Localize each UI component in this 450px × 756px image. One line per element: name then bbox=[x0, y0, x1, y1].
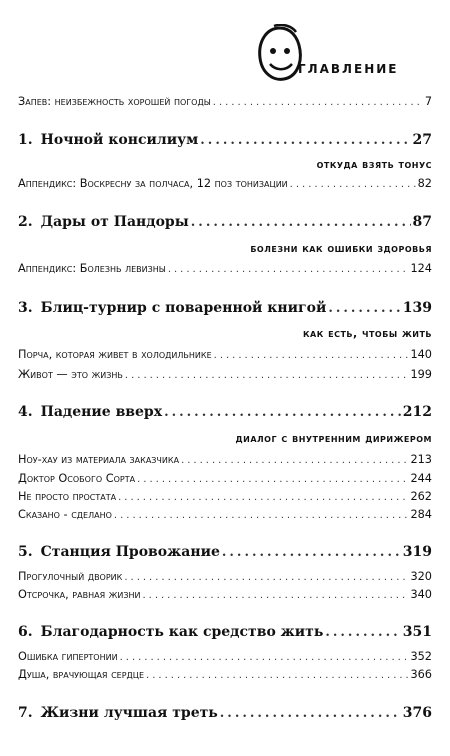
chapter-title: Падение вверх bbox=[40, 404, 163, 420]
chapter-number: 2. bbox=[18, 214, 33, 230]
chapter-page: 27 bbox=[412, 132, 432, 148]
entry-title: Запев: неизбежность хорошей погоды bbox=[18, 95, 211, 108]
chapter-1[interactable] bbox=[18, 132, 432, 152]
chapter-subtitle: диалог с внутренним дирижером bbox=[235, 432, 432, 445]
entry-page: 244 bbox=[410, 472, 432, 485]
leader-dots bbox=[200, 133, 410, 148]
chapter-5[interactable] bbox=[18, 544, 432, 564]
entry-page: 199 bbox=[410, 368, 432, 381]
entry-page: 284 bbox=[410, 508, 432, 521]
chapter-title: Блиц-турнир с поваренной книгой bbox=[40, 300, 327, 316]
entry-page: 366 bbox=[410, 668, 432, 681]
chapter-page: 319 bbox=[402, 544, 432, 560]
chapter-page: 212 bbox=[402, 404, 432, 420]
entry-title: Прогулочный дворик bbox=[18, 570, 123, 583]
entry-title: Не просто простата bbox=[18, 490, 117, 503]
entry-title: Порча, которая живет в холодильнике bbox=[18, 348, 212, 361]
chapter-number: 4. bbox=[18, 404, 33, 420]
toc-entry[interactable] bbox=[18, 490, 432, 506]
entry-page: 7 bbox=[424, 95, 432, 108]
leader-dots bbox=[120, 652, 409, 663]
chapter-number: 7. bbox=[18, 705, 33, 721]
leader-dots bbox=[114, 510, 409, 521]
leader-dots bbox=[146, 670, 408, 681]
leader-dots bbox=[142, 590, 408, 601]
leader-dots bbox=[325, 625, 400, 640]
entry-title: Живот — это жизнь bbox=[18, 368, 123, 381]
chapter-number: 5. bbox=[18, 544, 33, 560]
entry-title: Отсрочка, равная жизни bbox=[18, 588, 141, 601]
chapter-page: 139 bbox=[402, 300, 432, 316]
chapter-6[interactable] bbox=[18, 624, 432, 644]
chapter-page: 376 bbox=[402, 705, 432, 721]
chapter-page: 87 bbox=[412, 214, 432, 230]
chapter-3[interactable] bbox=[18, 300, 432, 320]
toc-title: главление bbox=[298, 58, 399, 78]
chapter-title: Жизни лучшая треть bbox=[40, 705, 218, 721]
toc-header bbox=[252, 24, 442, 84]
entry-page: 124 bbox=[410, 262, 432, 275]
entry-page: 262 bbox=[410, 490, 432, 503]
entry-title: Аппендикс: Болезнь левизны bbox=[18, 262, 166, 275]
chapter-title: Благодарность как средство жить bbox=[40, 624, 324, 640]
chapter-title: Дары от Пандоры bbox=[40, 214, 189, 230]
leader-dots bbox=[222, 545, 401, 560]
toc-entry-intro[interactable] bbox=[18, 95, 432, 111]
toc-entry[interactable] bbox=[18, 177, 432, 193]
chapter-2[interactable] bbox=[18, 214, 432, 234]
toc-entry[interactable] bbox=[18, 368, 432, 384]
entry-title: Ноу-хау из материала заказчика bbox=[18, 453, 180, 466]
chapter-4[interactable] bbox=[18, 404, 432, 424]
chapter-title: Ночной консилиум bbox=[40, 132, 199, 148]
entry-page: 82 bbox=[417, 177, 432, 190]
chapter-number: 3. bbox=[18, 300, 33, 316]
entry-page: 213 bbox=[410, 453, 432, 466]
entry-title: Аппендикс: Воскресну за полчаса, 12 поз тонизации bbox=[18, 177, 288, 190]
chapter-subtitle: болезни как ошибки здоровья bbox=[250, 242, 432, 255]
table-of-contents bbox=[18, 0, 432, 756]
chapter-number: 1. bbox=[18, 132, 33, 148]
entry-title: Ошибка гипертонии bbox=[18, 650, 118, 663]
leader-dots bbox=[213, 97, 423, 108]
entry-page: 320 bbox=[410, 570, 432, 583]
leader-dots bbox=[290, 179, 416, 190]
entry-title: Сказано - сделано bbox=[18, 508, 112, 521]
leader-dots bbox=[118, 492, 408, 503]
toc-entry[interactable] bbox=[18, 508, 432, 524]
leader-dots bbox=[220, 706, 401, 721]
leader-dots bbox=[328, 301, 400, 316]
chapter-subtitle: откуда взять тонус bbox=[316, 158, 432, 171]
leader-dots bbox=[137, 474, 408, 485]
chapter-page: 351 bbox=[402, 624, 432, 640]
toc-entry[interactable] bbox=[18, 650, 432, 666]
entry-title: Доктор Особого Сорта bbox=[18, 472, 136, 485]
toc-entry[interactable] bbox=[18, 570, 432, 586]
entry-page: 340 bbox=[410, 588, 432, 601]
chapter-subtitle: как есть, чтобы жить bbox=[303, 327, 432, 340]
toc-entry[interactable] bbox=[18, 348, 432, 364]
leader-dots bbox=[164, 405, 401, 420]
chapter-7[interactable] bbox=[18, 705, 432, 725]
leader-dots bbox=[124, 572, 408, 583]
chapter-title: Станция Провожание bbox=[40, 544, 220, 560]
leader-dots bbox=[168, 264, 409, 275]
toc-entry[interactable] bbox=[18, 668, 432, 684]
toc-entry[interactable] bbox=[18, 472, 432, 488]
toc-entry[interactable] bbox=[18, 262, 432, 278]
chapter-number: 6. bbox=[18, 624, 33, 640]
toc-entry[interactable] bbox=[18, 453, 432, 469]
toc-entry[interactable] bbox=[18, 588, 432, 604]
leader-dots bbox=[125, 370, 409, 381]
leader-dots bbox=[214, 350, 409, 361]
leader-dots bbox=[181, 455, 408, 466]
leader-dots bbox=[191, 215, 411, 230]
entry-title: Душа, врачующая сердце bbox=[18, 668, 145, 681]
entry-page: 140 bbox=[410, 348, 432, 361]
entry-page: 352 bbox=[410, 650, 432, 663]
